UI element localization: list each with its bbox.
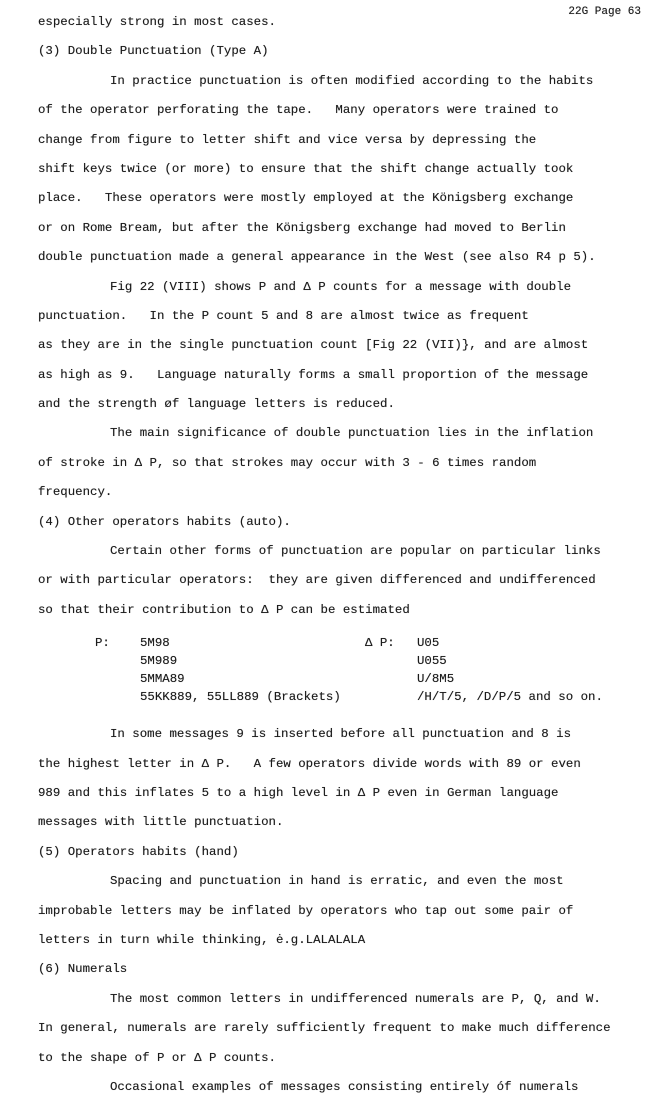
text-line: In general, numerals are rarely sufficiently frequent to make much difference: [38, 1021, 611, 1036]
text-line: In practice punctuation is often modified according to the habits: [110, 73, 594, 88]
section-heading: (4) Other operators habits (auto).: [38, 514, 291, 529]
table-cell: U/8M5: [417, 672, 455, 687]
section-heading: (3) Double Punctuation (Type A): [38, 44, 269, 59]
text-line: frequency.: [38, 485, 113, 500]
text-line: Fig 22 (VIII) shows P and Δ P counts for a message with double: [110, 279, 572, 294]
table-cell-empty: [95, 670, 140, 688]
text-line: especially strong in most cases.: [38, 15, 276, 29]
table-cell: /H/T/5, /D/P/5 and so on.: [417, 690, 603, 705]
table-cell: 5M98: [140, 636, 170, 651]
text-line: improbable letters may be inflated by operators who tap out some pair of: [38, 903, 574, 918]
text-line: as high as 9. Language naturally forms a small proportion of the message: [38, 367, 589, 382]
text-line: Occasional examples of messages consisting entirely óf numerals: [110, 1079, 579, 1094]
text-line: or on Rome Bream, but after the Königsberg exchange had moved to Berlin: [38, 220, 566, 235]
text-line: The most common letters in undifferenced numerals are P, Q, and W.: [110, 991, 601, 1006]
table-cell: 5MMA89: [140, 672, 185, 687]
text-line: shift keys twice (or more) to ensure that the shift change actually took: [38, 161, 574, 176]
section-heading: (5) Operators habits (hand): [38, 844, 239, 859]
table-cell-empty: [365, 688, 417, 706]
text-line: or with particular operators: they are given differenced and undifferenced: [38, 573, 596, 588]
text-line: so that their contribution to Δ P can be estimated: [38, 602, 410, 617]
text-line: of stroke in Δ P, so that strokes may occur with 3 - 6 times random: [38, 455, 537, 470]
text-line: The main significance of double punctuation lies in the inflation: [110, 426, 594, 441]
text-line: of the operator perforating the tape. Many operators were trained to: [38, 103, 559, 118]
text-line: place. These operators were mostly employed at the Königsberg exchange: [38, 191, 574, 206]
table-cell-empty: [95, 652, 140, 670]
text-line: Spacing and punctuation in hand is erratic, and even the most: [110, 874, 564, 889]
text-line: double punctuation made a general appearance in the West (see also R4 p 5).: [38, 250, 596, 265]
page-number: 22G Page 63: [568, 6, 641, 18]
table-cell-empty: [365, 670, 417, 688]
text-line: letters in turn while thinking, ė.g.LALALALA: [38, 932, 366, 947]
text-line: Certain other forms of punctuation are popular on particular links: [110, 544, 601, 559]
table-cell-empty: [365, 652, 417, 670]
text-line: 989 and this inflates 5 to a high level in Δ P even in German language: [38, 785, 559, 800]
table-label-p: P:: [95, 636, 110, 651]
section-heading: (6) Numerals: [38, 962, 128, 977]
text-line: as they are in the single punctuation count [Fig 22 (VII)}, and are almost: [38, 338, 589, 353]
text-line: punctuation. In the P count 5 and 8 are almost twice as frequent: [38, 308, 529, 323]
table-cell: 5M989: [140, 654, 178, 669]
table-cell: 55KK889, 55LL889 (Brackets): [140, 690, 341, 705]
text-line: to the shape of P or Δ P counts.: [38, 1050, 276, 1065]
text-line: the highest letter in Δ P. A few operators divide words with 89 or even: [38, 756, 581, 771]
text-line: change from figure to letter shift and vice versa by depressing the: [38, 132, 537, 147]
document-body: [38, 8, 636, 1102]
text-line: and the strength øf language letters is reduced.: [38, 397, 395, 412]
table-cell: U05: [417, 636, 440, 651]
text-line: messages with little punctuation.: [38, 815, 284, 830]
table-label-dp: Δ P:: [365, 636, 395, 651]
table-cell: U055: [417, 654, 447, 669]
text-line: In some messages 9 is inserted before all punctuation and 8 is: [110, 727, 572, 742]
table-cell-empty: [95, 688, 140, 706]
punctuation-table: [95, 634, 636, 706]
